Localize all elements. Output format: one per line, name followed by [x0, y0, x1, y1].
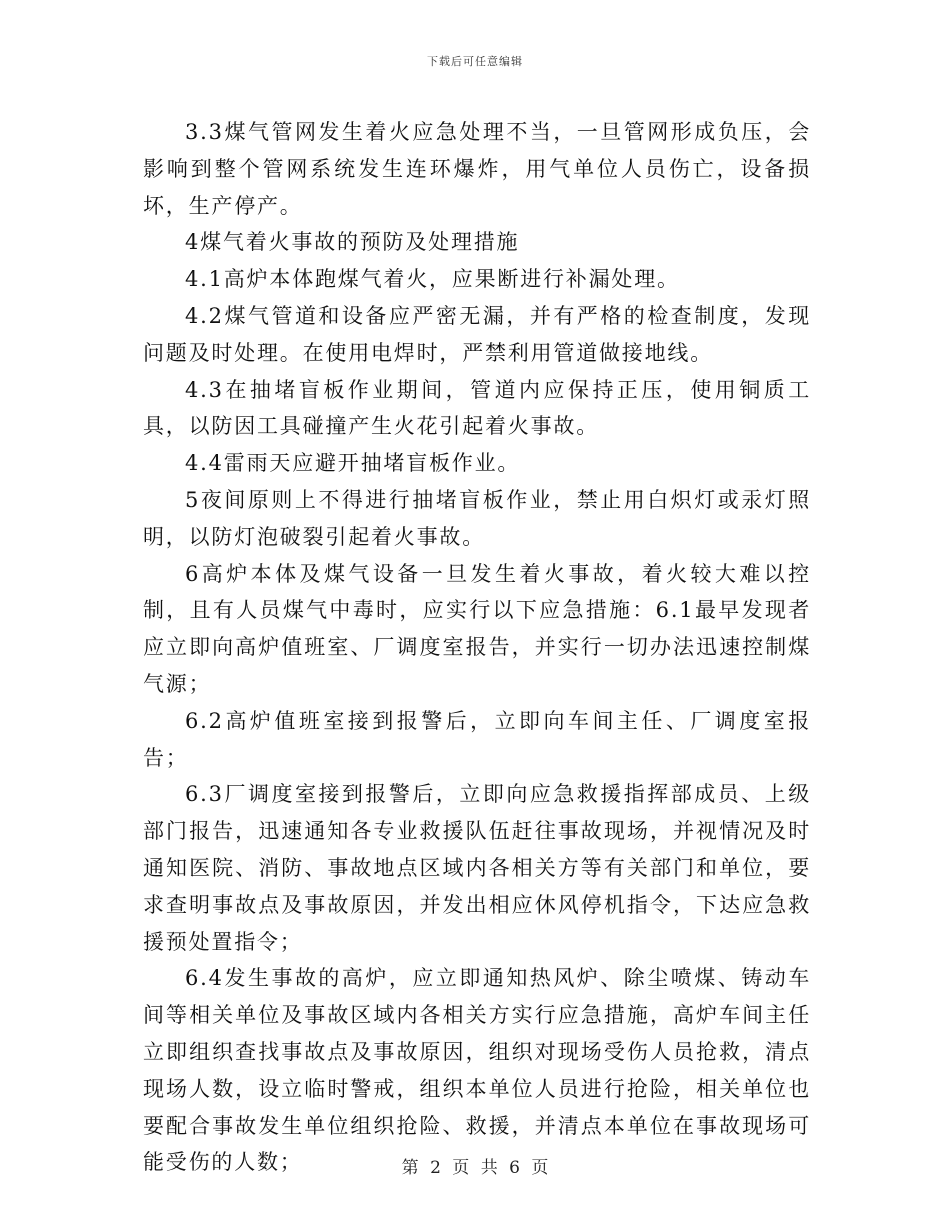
- paragraph-4-4: 4.4雷雨天应避开抽堵盲板作业。: [185, 451, 521, 476]
- paragraph-6-3: 6.3厂调度室接到报警后，立即向应急救援指挥部成员、上级部门报告，迅速通知各专业救援队伍赶往事故现场，并视情况及时通知医院、消防、事故地点区域内各相关方等有关部门和单位，要求查明事故点及事故原因，并发出相应休风停机指令，下达应急救援预处置指令；: [143, 782, 811, 954]
- paragraph-5: 5夜间原则上不得进行抽堵盲板作业，禁止用白炽灯或汞灯照明，以防灯泡破裂引起着火事故。: [143, 487, 811, 549]
- paragraph-4-1: 4.1高炉本体跑煤气着火，应果断进行补漏处理。: [185, 267, 680, 292]
- paragraph-3-3: 3.3煤气管网发生着火应急处理不当，一旦管网形成负压，会影响到整个管网系统发生连环爆炸，用气单位人员伤亡，设备损坏，生产停产。: [143, 120, 811, 218]
- paragraph-4-2: 4.2煤气管道和设备应严密无漏，并有严格的检查制度，发现问题及时处理。在使用电焊时，严禁利用管道做接地线。: [143, 303, 811, 365]
- page-number-footer: 第 2 页 共 6 页: [401, 1158, 549, 1178]
- paragraph-4-heading: 4煤气着火事故的预防及处理措施: [185, 230, 520, 255]
- paragraph-4-3: 4.3在抽堵盲板作业期间，管道内应保持正压，使用铜质工具，以防因工具碰撞产生火花引起着火事故。: [143, 377, 811, 439]
- paragraph-6-4: 6.4发生事故的高炉，应立即通知热风炉、除尘喷煤、铸动车间等相关单位及事故区域内各相关方实行应急措施，高炉车间主任立即组织查找事故点及事故原因，组织对现场受伤人员抢救，清点现场人数，设立临时警戒，组织本单位人员进行抢险，相关单位也要配合事故发生单位组织抢险、救援，并清点本单位在事故现场可能受伤的人数；: [143, 966, 811, 1175]
- paragraph-6: 6高炉本体及煤气设备一旦发生着火事故，着火较大难以控制，且有人员煤气中毒时，应实行以下应急措施：6.1最早发现者应立即向高炉值班室、厂调度室报告，并实行一切办法迅速控制煤气源；: [143, 561, 811, 696]
- page-header: 下载后可任意编辑: [427, 55, 523, 68]
- paragraph-6-2: 6.2高炉值班室接到报警后，立即向车间主任、厂调度室报告；: [143, 708, 811, 770]
- document-body: [143, 114, 811, 1181]
